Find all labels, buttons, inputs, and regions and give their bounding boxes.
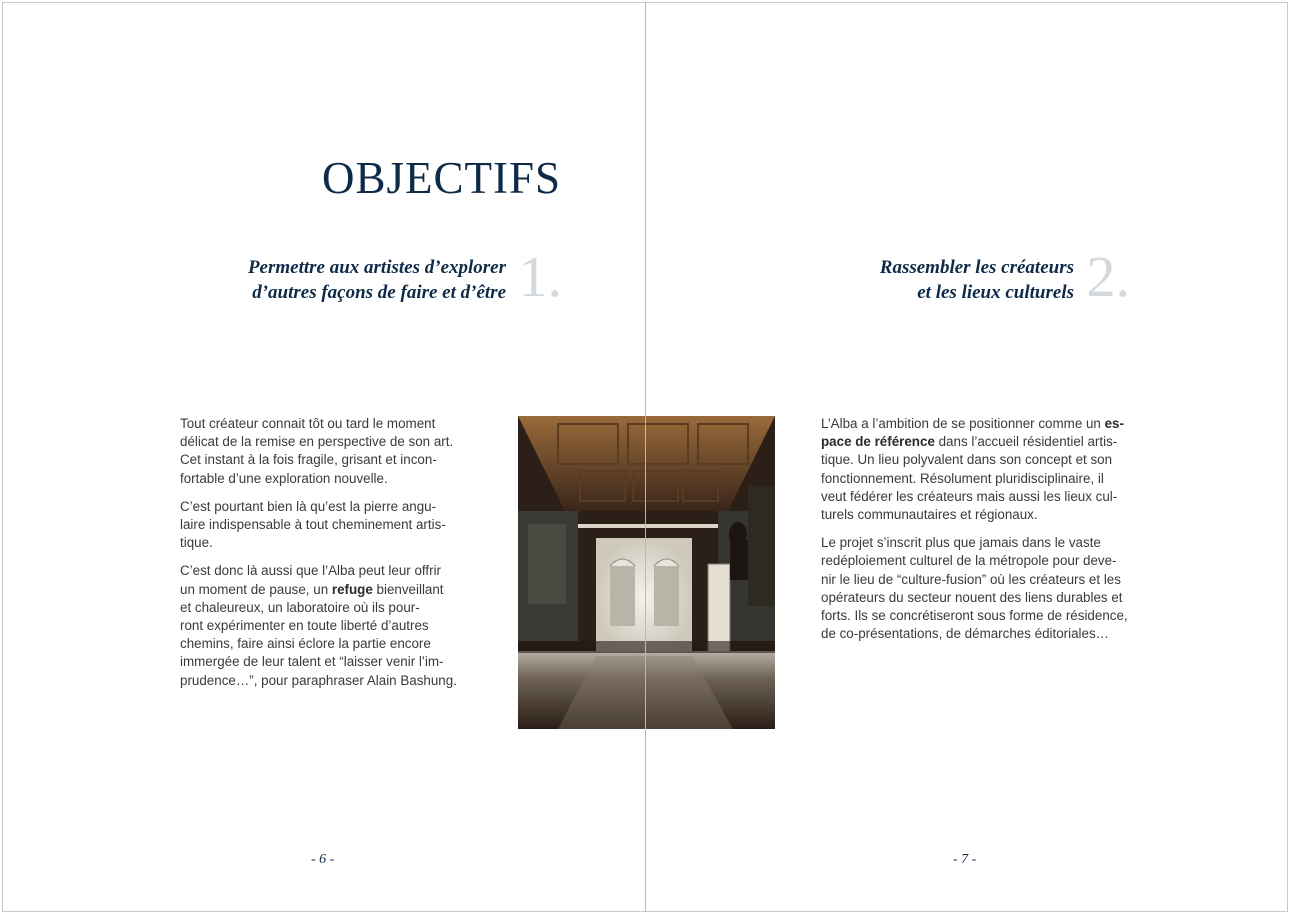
objective-1-line: Permettre aux artistes d’explorer	[247, 257, 506, 278]
objective-2-heading	[700, 244, 1130, 315]
interior-hallway-photo	[518, 416, 775, 729]
objective-1-number: 1.	[518, 244, 562, 309]
text-line: tique.	[180, 535, 213, 551]
text-line: redéploiement culturel de la métropole pour deve-	[821, 553, 1117, 569]
text-line: Cet instant à la fois fragile, grisant et incon-	[180, 452, 437, 468]
objective-2-number: 2.	[1086, 244, 1130, 309]
text-line	[180, 581, 480, 599]
paragraph	[180, 562, 480, 689]
text-line: laire indispensable à tout cheminement artis-	[180, 517, 446, 533]
page-number-left: - 6 -	[311, 852, 335, 867]
text-line: délicat de la remise en perspective de son art.	[180, 434, 454, 450]
text-line: tique. Un lieu polyvalent dans son concept et son	[821, 452, 1113, 468]
page-number-right: - 7 -	[953, 852, 977, 867]
emphasis-espace: es-	[1104, 416, 1124, 431]
page-title: OBJECTIFS	[322, 153, 562, 203]
text-line: opérateurs du secteur nouent des liens durables et	[821, 589, 1123, 605]
objective-2-text	[880, 255, 1074, 305]
text-run: L’Alba a l’ambition de se positionner comme un	[821, 416, 1105, 431]
text-line: chemins, faire ainsi éclore la partie encore	[180, 636, 431, 652]
text-line: forts. Ils se concrétiseront sous forme de résidence,	[821, 608, 1128, 624]
text-line: et chaleureux, un laboratoire où ils pour-	[180, 599, 420, 615]
text-line	[821, 433, 1161, 451]
text-line: C’est donc là aussi que l’Alba peut leur offrir	[180, 563, 442, 579]
text-line: Le projet s’inscrit plus que jamais dans le vaste	[821, 535, 1101, 551]
paragraph	[821, 415, 1161, 524]
objective-1-line: d’autres façons de faire et d’être	[252, 282, 506, 303]
right-body-text	[821, 415, 1161, 653]
text-line: Tout créateur connait tôt ou tard le moment	[180, 416, 436, 431]
spine-fold-line	[645, 2, 646, 912]
text-line: immergée de leur talent et “laisser venir l’im-	[180, 654, 444, 670]
text-line: turels communautaires et régionaux.	[821, 507, 1038, 523]
emphasis-espace: pace de référence	[821, 434, 935, 450]
objective-1-heading	[150, 244, 562, 315]
text-line: fortable d’une exploration nouvelle.	[180, 470, 388, 486]
paragraph	[821, 534, 1161, 643]
left-body-text	[180, 415, 480, 700]
text-run: un moment de pause, un	[180, 581, 332, 597]
text-line: fonctionnement. Résolument pluridisciplinaire, il	[821, 470, 1104, 486]
objective-1-text	[248, 255, 506, 305]
text-line: veut fédérer les créateurs mais aussi les lieux cul-	[821, 488, 1118, 504]
text-line: nir le lieu de “culture-fusion” où les créateurs et les	[821, 571, 1121, 587]
text-line: C’est pourtant bien là qu’est la pierre angu-	[180, 498, 437, 514]
text-line	[821, 415, 1161, 433]
text-run: bienveillant	[372, 581, 444, 597]
text-line: de co-présentations, de démarches éditoriales…	[821, 626, 1110, 642]
text-line: ront expérimenter en toute liberté d’autres	[180, 618, 429, 634]
text-run: dans l’accueil résidentiel artis-	[934, 434, 1118, 450]
text-line: prudence…”, pour paraphraser Alain Bashung.	[180, 672, 457, 688]
objective-2-line: et les lieux culturels	[917, 282, 1074, 303]
objective-2-line: Rassembler les créateurs	[879, 257, 1074, 278]
paragraph	[180, 415, 480, 488]
paragraph	[180, 498, 480, 553]
emphasis-refuge: refuge	[331, 581, 373, 597]
